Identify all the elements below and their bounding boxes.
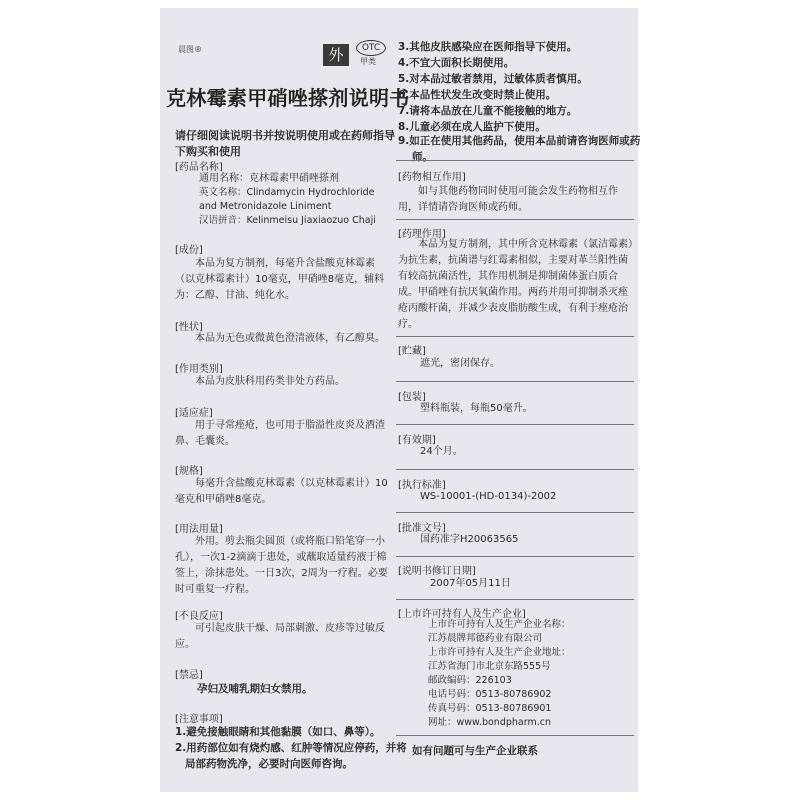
heading-composition: [成份]	[175, 245, 203, 256]
precaution-item: 8.儿童必须在成人监护下使用。	[398, 121, 546, 133]
external-use-mark: 外	[323, 44, 349, 66]
document-title: 克林霉素甲硝唑搽剂说明书	[166, 86, 410, 110]
precaution-item: 6.本品性状发生改变时禁止使用。	[398, 89, 557, 101]
heading-approval: [批准文号]	[398, 523, 446, 534]
approval-text: 国药准字H20063565	[420, 534, 519, 545]
precaution-item: 7.请将本品放在儿童不能接触的地方。	[398, 105, 578, 117]
heading-revision: [说明书修订日期]	[398, 566, 476, 577]
section-divider	[396, 556, 634, 557]
holder-line: 上市许可持有人及生产企业名称：	[428, 619, 571, 630]
heading-holder: [上市许可持有人及生产企业]	[398, 609, 526, 620]
heading-validity: [有效期]	[398, 435, 436, 446]
adverse-text: 可引起皮肤干燥、局部刺激、皮疹等过敏反应。	[175, 623, 385, 650]
precaution-item: 5.对本品过敏者禁用，过敏体质者慎用。	[398, 73, 588, 85]
precaution-item: 4.不宜大面积长期使用。	[398, 57, 515, 69]
heading-indications: [适应症]	[175, 408, 213, 419]
precaution-item: 3.其他皮肤感染应在医师指导下使用。	[398, 41, 578, 53]
storage-text: 遮光，密闭保存。	[420, 358, 500, 369]
pharmacology-text: 本品为复方制剂，其中所含克林霉素（氯洁霉素）为抗生素，抗菌谱与红霉素相似，主要对革兰阳性菌有较高抗菌活性，其作用机制是抑制菌体蛋白质合成。甲硝唑有抗厌氧菌作用。两药并用可抑制杀灭痤疮丙酸杆菌，并减少表皮脂肪酸生成，有利于痤疮治疗。	[398, 239, 633, 330]
section-divider	[396, 381, 634, 382]
heading-specification: [规格]	[175, 466, 203, 477]
section-divider	[396, 424, 634, 425]
holder-line: 邮政编码：226103	[428, 675, 512, 686]
category-text: 本品为皮肤科用药类非处方药品。	[195, 376, 345, 387]
heading-storage: [贮藏]	[398, 346, 426, 357]
description-text: 本品为无色或微黄色澄清液体，有乙醇臭。	[195, 333, 385, 344]
indications-text: 用于寻常痤疮，也可用于脂溢性皮炎及酒渣鼻、毛囊炎。	[175, 420, 385, 447]
section-divider	[396, 469, 634, 470]
brand-logo: 晨图®	[178, 45, 202, 54]
english-name-2: and Metronidazole Liniment	[199, 201, 332, 212]
section-divider	[396, 599, 634, 600]
heading-adverse: [不良反应]	[175, 611, 223, 622]
heading-drug-name: [药品名称]	[175, 162, 223, 173]
heading-standard: [执行标准]	[398, 480, 446, 491]
section-divider	[396, 735, 634, 736]
heading-package: [包装]	[398, 392, 426, 403]
holder-line: 江苏晨牌邦德药业有限公司	[428, 633, 543, 644]
contraindications-text: 孕妇及哺乳期妇女禁用。	[197, 683, 313, 695]
package-text: 塑料瓶装，每瓶50毫升。	[420, 403, 533, 414]
heading-pharmacology: [药理作用]	[398, 229, 446, 240]
section-divider	[396, 512, 634, 513]
interactions-text: 如与其他药物同时使用可能会发生药物相互作用，详情请咨询医师或药师。	[398, 186, 618, 213]
holder-line: 电话号码：0513-80786902	[428, 689, 552, 700]
holder-line: 江苏省海门市北京东路555号	[428, 661, 551, 672]
generic-name: 通用名称：克林霉素甲硝唑搽剂	[199, 173, 339, 184]
heading-contraindications: [禁忌]	[175, 670, 203, 681]
composition-text: 本品为复方制剂，每毫升含盐酸克林霉素（以克林霉素计）10毫克，甲硝唑8毫克，辅料为：乙醇、甘油、纯化水。	[175, 258, 385, 301]
pinyin-name: 汉语拼音：Kelinmeisu Jiaxiaozuo Chaji	[199, 215, 376, 226]
heading-category: [作用类别]	[175, 364, 223, 375]
holder-line: 网址：www.bondpharm.cn	[428, 717, 551, 728]
heading-usage: [用法用量]	[175, 524, 223, 535]
section-divider	[396, 336, 634, 337]
revision-text: 2007年05月11日	[430, 578, 511, 589]
otc-badge: OTC	[356, 40, 386, 56]
footer-contact: 如有问题可与生产企业联系	[412, 745, 538, 757]
precaution-item: 1.避免接触眼睛和其他黏膜（如口、鼻等）。	[175, 726, 381, 738]
usage-notice: 请仔细阅读说明书并按说明使用或在药师指导下购买和使用	[175, 129, 395, 158]
standard-text: WS-10001-(HD-0134)-2002	[420, 491, 557, 502]
holder-line: 上市许可持有人及生产企业地址：	[428, 647, 571, 658]
heading-description: [性状]	[175, 322, 203, 333]
section-divider	[396, 219, 634, 220]
heading-precautions: [注意事项]	[175, 714, 223, 725]
validity-text: 24个月。	[420, 446, 463, 457]
holder-line: 传真号码：0513-80786901	[428, 703, 552, 714]
heading-interactions: [药物相互作用]	[398, 172, 466, 183]
precaution-item: 2.用药部位如有烧灼感、红肿等情况应停药，并将局部药物洗净，必要时向医师咨询。	[175, 742, 407, 770]
section-divider	[396, 160, 634, 161]
english-name-1: 英文名称：Clindamycin Hydrochloride	[199, 187, 375, 198]
usage-text: 外用。剪去瓶尖圆顶（或将瓶口铅笔穿一小孔），一次1-2滴滴于患处，或蘸取适量药液于棉签上，涂抹患处。一日3次，2周为一疗程。必要时可重复一疗程。	[175, 536, 388, 595]
specification-text: 每毫升含盐酸克林霉素（以克林霉素计）10毫克和甲硝唑8毫克。	[175, 478, 388, 505]
precaution-item: 9.如正在使用其他药品，使用本品前请咨询医师或药师。	[398, 135, 641, 163]
otc-class-label: 甲类	[360, 57, 376, 66]
